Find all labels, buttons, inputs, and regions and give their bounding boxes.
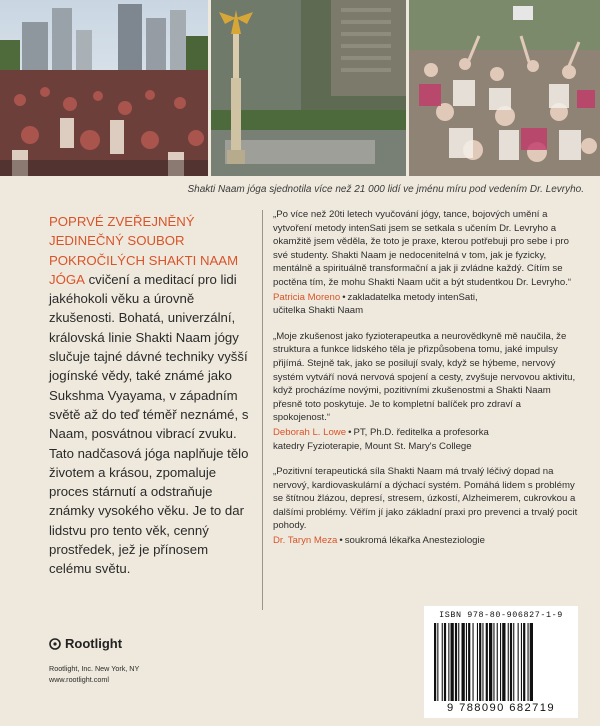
barcode-bar	[502, 623, 505, 701]
endorser-name: Dr. Taryn Meza	[273, 535, 338, 547]
barcode-bar	[437, 623, 438, 701]
barcode-bar	[508, 623, 509, 701]
publisher-logo-text: Rootlight	[65, 636, 123, 651]
attribution-separator: •	[342, 291, 346, 303]
photo-caption: Shakti Naam jóga sjednotila více než 21 000 lidí ve jménu míru pod vedením Dr. Levryho.	[187, 184, 584, 195]
endorsement-2	[273, 330, 578, 453]
barcode-bar	[434, 623, 436, 701]
endorsement-text: „Po více než 20ti letech vyučování jógy, tance, bojových umění a vytvoření metody intenSati jsem se setkala s učením Dr. Levryho a okamžitě jsem věděla, že toto je praxe, kterou potřebuji pro sebe i pro své studenty. Shakti Naam je nedocenitelná v tom, jak je fyzicky, mentálně a spirituálně transformační a jak ji zvládne každý. Cítím se poctěna tím, že mohu Shakti Naam učit a být studentkou Dr. Levryho.“	[273, 209, 572, 288]
attribution-separator: •	[348, 426, 352, 438]
barcode-bar	[455, 623, 457, 701]
barcode-bar	[518, 623, 519, 701]
barcode-bar	[451, 623, 454, 701]
rootlight-logo-icon	[49, 638, 61, 650]
barcode-bar	[521, 623, 522, 701]
barcode-digits: 9 788090 682719	[446, 702, 556, 714]
isbn-number: ISBN 978-80-906827-1-9	[439, 610, 563, 620]
barcode-bar	[493, 623, 494, 701]
endorsement-text: „Moje zkušenost jako fyzioterapeutka a neurovědkyně mě naučila, že struktura a funkce lidského těla je přizpůsobena tomu, jaké impulsy přijímá. Stejně tak, jako se posilují svaly, když se hýbeme, nervový systém vytváří nová nervová spojení a cesty, zvyšuje nervovou aktivitu, když procházíme novými, pozitivními zkušenostmi a Shakti Naam přesně toto poskytuje. Je to kompletní balíček pro zdraví a spokojenost.“	[273, 330, 576, 424]
barcode-bar	[473, 623, 474, 701]
crowd-arms-raised-photo	[409, 0, 600, 176]
barcode-bar	[513, 623, 514, 701]
endorsement-attribution	[273, 426, 578, 453]
barcode-bar	[497, 623, 498, 701]
endorsement-1	[273, 208, 578, 318]
description-body: cvičení a meditací pro lidi jakéhokoli věku a úrovně zkušenosti. Bohatá, univerzální, královská linie Shakti Naam jógy slučuje tajné dávné techniky vyšší jogínské vědy, také známé jako Sukshma Vyayama, v západním světě až do teď téměř neznámé, s Naam, posvátnou vibrací zvuku. Tato nadčasová jóga naplňuje tělo životem a krásou, zpomaluje proces stárnutí a odstraňuje známky vysokého věku. Je to dar lidstvu pro tento věk, cenný prostředek, jež je přínosem celému světu.	[49, 271, 249, 577]
barcode-bar	[448, 623, 449, 701]
barcode-bars	[434, 623, 568, 701]
isbn-barcode	[424, 606, 578, 718]
publisher-website: www.rootlight.coml	[49, 675, 109, 684]
barcode-bar	[477, 623, 478, 701]
barcode-bar	[486, 623, 488, 701]
attribution-separator: •	[339, 535, 343, 547]
description-highlight: POPRVÉ ZVEŘEJNĚNÝ JEDINEČNÝ SOUBOR POKROČILÝCH SHAKTI NAAM JÓGA	[49, 214, 239, 287]
endorser-role: zakladatelka metody intenSati,	[347, 291, 478, 303]
endorsements	[273, 208, 578, 560]
endorsement-3	[273, 465, 578, 548]
publisher-address: Rootlight, Inc. New York, NY	[49, 664, 140, 673]
publisher-info	[49, 663, 139, 685]
barcode-bar	[462, 623, 465, 701]
endorsement-text: „Pozitivní terapeutická síla Shakti Naam má trvalý léčivý dopad na nervový, kardiovaskulární a dýchací systém. Pomáhá lidem s problémy se štítnou žlázou, depresí, stresem, úzkostí, Alzheimerem, cukrovkou a dalšími problémy. Věřím jí jako základní praxi pro prevenci a trvalý pocit pohody.	[273, 466, 578, 532]
angel-monument-photo	[211, 0, 406, 176]
barcode-bar	[444, 623, 446, 701]
endorser-name: Deborah L. Lowe	[273, 426, 347, 438]
endorser-role: soukromá lékařka Anesteziologie	[344, 535, 485, 547]
barcode-bar	[510, 623, 512, 701]
barcode-bar	[458, 623, 459, 701]
endorser-role: PT, Ph.D. ředitelka a profesorka	[353, 426, 489, 438]
publisher-logo	[49, 636, 122, 651]
crowd-yoga-photo-left	[0, 0, 208, 176]
endorsement-attribution	[273, 291, 578, 318]
book-description	[49, 212, 249, 579]
photo-strip	[0, 0, 600, 176]
barcode-bar	[523, 623, 525, 701]
barcode-bar	[466, 623, 467, 701]
barcode-bar	[442, 623, 443, 701]
barcode-bar	[489, 623, 492, 701]
endorser-role-cont: učitelka Shakti Naam	[273, 305, 364, 317]
column-divider	[262, 210, 263, 610]
barcode-bar	[468, 623, 470, 701]
barcode-bar	[500, 623, 501, 701]
barcode-bar	[479, 623, 481, 701]
endorser-role-cont: katedry Fyzioterapie, Mount St. Mary's College	[273, 440, 472, 452]
barcode-bar	[528, 623, 529, 701]
endorsement-attribution	[273, 534, 578, 548]
endorser-name: Patricia Moreno	[273, 291, 341, 303]
barcode-bar	[482, 623, 483, 701]
barcode-bar	[530, 623, 533, 701]
